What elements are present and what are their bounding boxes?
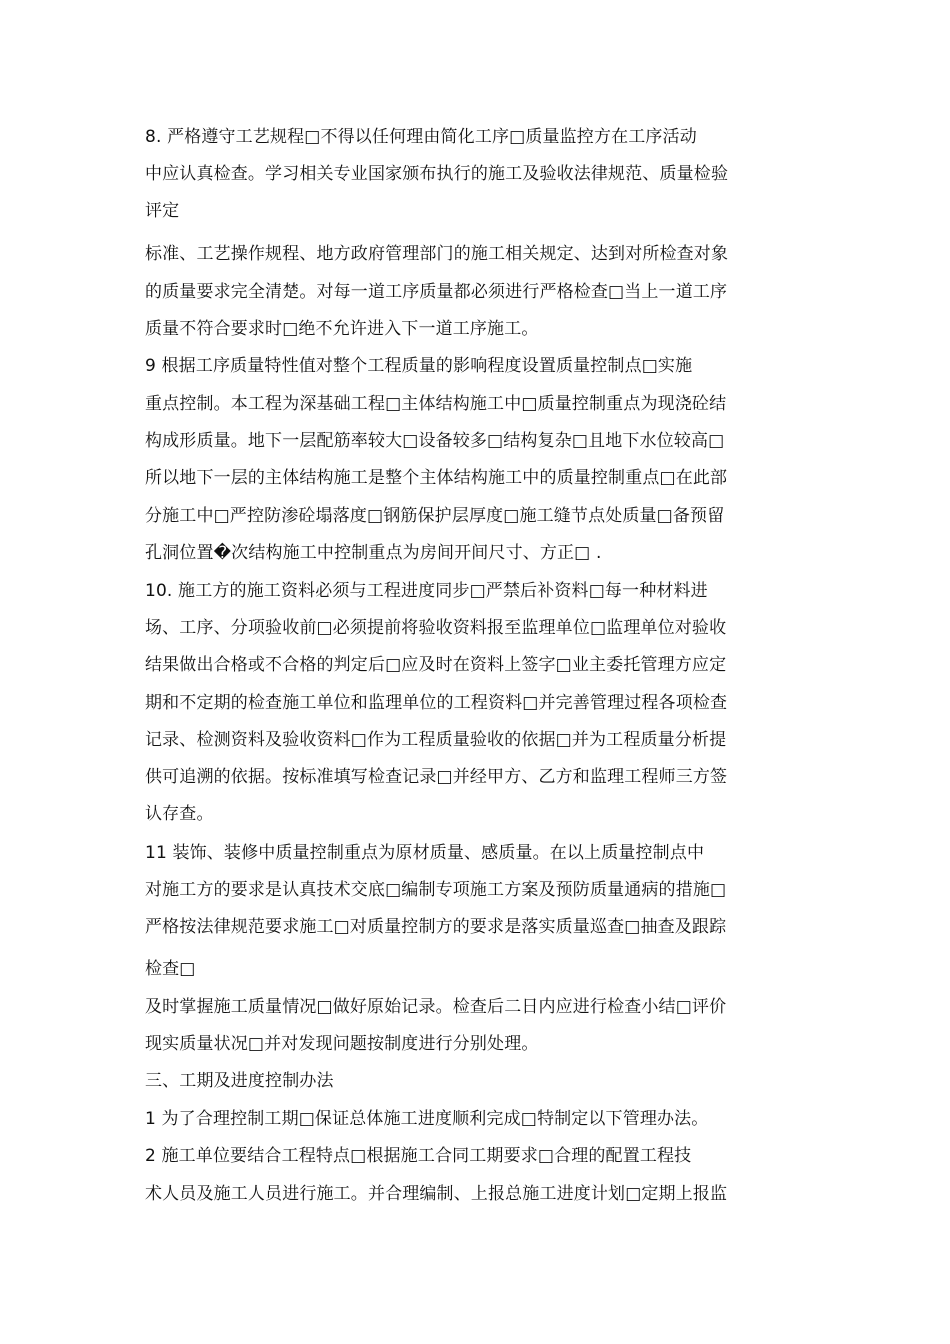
text-line: 现实质量状况□并对发现问题按制度进行分别处理。 (145, 1034, 539, 1054)
text-line: 严格按法律规范要求施工□对质量控制方的要求是落实质量巡查□抽查及跟踪 (145, 917, 727, 937)
text-line: 中应认真检查。学习相关专业国家颁布执行的施工及验收法律规范、质量检验 (145, 164, 729, 184)
text-line: 10. 施工方的施工资料必须与工程进度同步□严禁后补资料□每一种材料进 (145, 581, 708, 601)
text-line: 评定 (145, 201, 180, 221)
text-line: 及时掌握施工质量情况□做好原始记录。检查后二日内应进行检查小结□评价 (145, 997, 727, 1017)
text-line: 期和不定期的检查施工单位和监理单位的工程资料□并完善管理过程各项检查 (145, 693, 728, 713)
section-heading: 三、工期及进度控制办法 (145, 1071, 334, 1091)
text-line: 检查□ (145, 959, 196, 979)
text-line: 质量不符合要求时□绝不允许进入下一道工序施工。 (145, 319, 539, 339)
text-line: 场、工序、分项验收前□必须提前将验收资料报至监理单位□监理单位对验收 (145, 618, 727, 638)
text-line: 孔洞位置�次结构施工中控制重点为房间开间尺寸、方正□ . (145, 543, 602, 563)
text-line: 9 根据工序质量特性值对整个工程质量的影响程度设置质量控制点□实施 (145, 356, 693, 376)
text-line: 2 施工单位要结合工程特点□根据施工合同工期要求□合理的配置工程技 (145, 1146, 692, 1166)
text-line: 标准、工艺操作规程、地方政府管理部门的施工相关规定、达到对所检查对象 (145, 244, 729, 264)
text-line: 结果做出合格或不合格的判定后□应及时在资料上签字□业主委托管理方应定 (145, 655, 727, 675)
text-line: 对施工方的要求是认真技术交底□编制专项施工方案及预防质量通病的措施□ (145, 880, 727, 900)
text-line: 1 为了合理控制工期□保证总体施工进度顺利完成□特制定以下管理办法。 (145, 1109, 709, 1129)
text-line: 认存查。 (145, 804, 214, 824)
text-line: 重点控制。本工程为深基础工程□主体结构施工中□质量控制重点为现浇砼结 (145, 394, 727, 414)
text-line: 分施工中□严控防渗砼塌落度□钢筋保护层厚度□施工缝节点处质量□备预留 (145, 506, 725, 526)
text-line: 11 装饰、装修中质量控制重点为原材质量、感质量。在以上质量控制点中 (145, 843, 705, 863)
text-line: 8. 严格遵守工艺规程□不得以任何理由简化工序□质量监控方在工序活动 (145, 127, 697, 147)
text-line: 记录、检测资料及验收资料□作为工程质量验收的依据□并为工程质量分析提 (145, 730, 727, 750)
text-line: 供可追溯的依据。按标准填写检查记录□并经甲方、乙方和监理工程师三方签 (145, 767, 728, 787)
text-line: 的质量要求完全清楚。对每一道工序质量都必须进行严格检查□当上一道工序 (145, 282, 728, 302)
text-line: 术人员及施工人员进行施工。并合理编制、上报总施工进度计划□定期上报监 (145, 1184, 728, 1204)
text-line: 构成形质量。地下一层配筋率较大□设备较多□结构复杂□且地下水位较高□ (145, 431, 725, 451)
text-line: 所以地下一层的主体结构施工是整个主体结构施工中的质量控制重点□在此部 (145, 468, 728, 488)
